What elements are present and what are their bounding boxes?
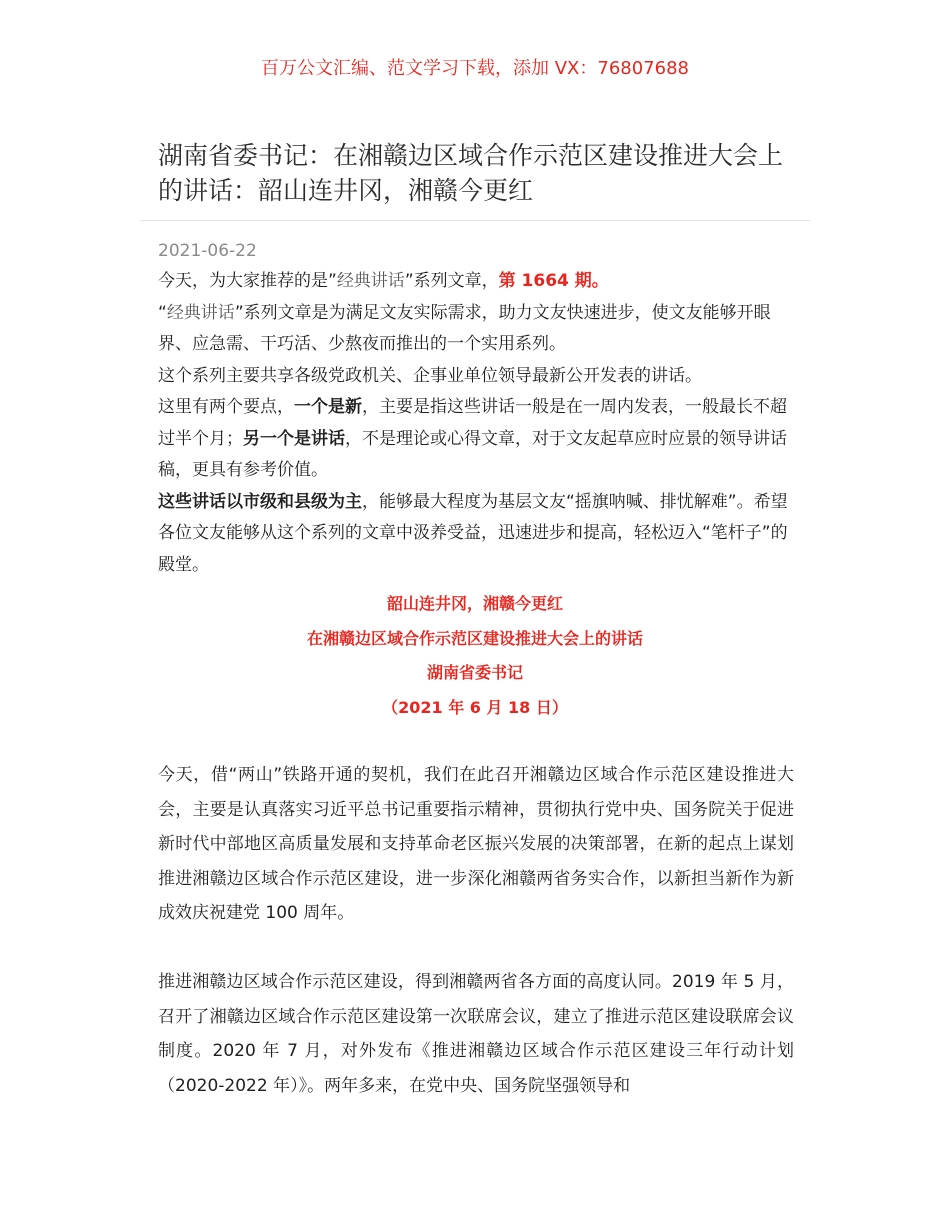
series-name: 经典讲话 [166,302,235,323]
intro-text: ，能够最大程度为基层文友“摇旗呐喊、排忧解难”。希望各位文友能够从这个系列的文章中汲养受益，迅速进步和提高，轻松迈入“笔杆子”的殿堂。 [158,491,788,575]
speech-subtitle: 在湘赣边区域合作示范区建设推进大会上的讲话 [306,628,643,648]
paragraph-text: 推进湘赣边区域合作示范区建设，得到湘赣两省各方面的高度认同。2019 年 5 月，召开了湘赣边区域合作示范区建设第一次联席会议，建立了推进示范区建设联席会议制度。2020 年 7 月，对外发布《推进湘赣边区域合作示范区建设三年行动计划（2020-2022 年）》。两年多来，在党中央、国务院坚强领导和 [158,972,794,1096]
intro-text: 今天，为大家推荐的是” [158,271,337,291]
intro-text: ”系列文章， [404,271,499,291]
key-point-level: 这些讲话以市级和县级为主 [158,491,362,512]
intro-line-1 [158,266,794,298]
speech-title: 韶山连井冈，湘赣今更红 [386,594,563,613]
intro-line-2 [158,298,794,361]
speech-header [158,587,792,725]
intro-text: ”系列文章是为满足文友实际需求，助力文友快速进步，使文友能够开眼界、应急需、干巧活、少熬夜而推出的一个实用系列。 [158,302,771,354]
promo-banner: 百万公文汇编、范文学习下载，添加 VX：76807688 [261,58,689,79]
issue-number: 第 1664 期。 [498,271,609,291]
key-point-new: 一个是新 [294,397,362,417]
article-title: 湖南省委书记：在湘赣边区域合作示范区建设推进大会上的讲话：韶山连井冈，湘赣今更红 [158,141,784,205]
body-paragraph-1 [158,758,794,931]
publish-date: 2021-06-22 [158,241,257,261]
intro-text: 这里有两个要点， [158,397,294,417]
series-intro [158,266,794,581]
title-divider [140,220,810,221]
speaker: 湖南省委书记 [426,663,523,682]
intro-line-3: 这个系列主要共享各级党政机关、企事业单位领导最新公开发表的讲话。 [158,365,702,386]
series-name: 经典讲话 [336,271,405,291]
intro-text: ，不是理论或心得文章，对于文友起草应时应景的领导讲话稿，更具有参考价值。 [158,428,787,480]
body-paragraph-2 [158,965,794,1103]
key-point-speech: 另一个是讲话 [243,428,345,449]
intro-line-4 [158,392,794,487]
paragraph-text: 今天，借“两山”铁路开通的契机，我们在此召开湘赣边区域合作示范区建设推进大会，主要是认真落实习近平总书记重要指示精神，贯彻执行党中央、国务院关于促进新时代中部地区高质量发展和支持革命老区振兴发展的决策部署，在新的起点上谋划推进湘赣边区域合作示范区建设，进一步深化湘赣两省务实合作，以新担当新作为新成效庆祝建党 100 周年。 [158,765,794,923]
speech-date: （2021 年 6 月 18 日） [382,697,568,717]
intro-line-5 [158,487,794,582]
intro-text: “ [158,302,167,323]
intro-text: ，主要是指这些讲话一般是在一周内发表，一般最长不超过半个月； [158,397,787,449]
